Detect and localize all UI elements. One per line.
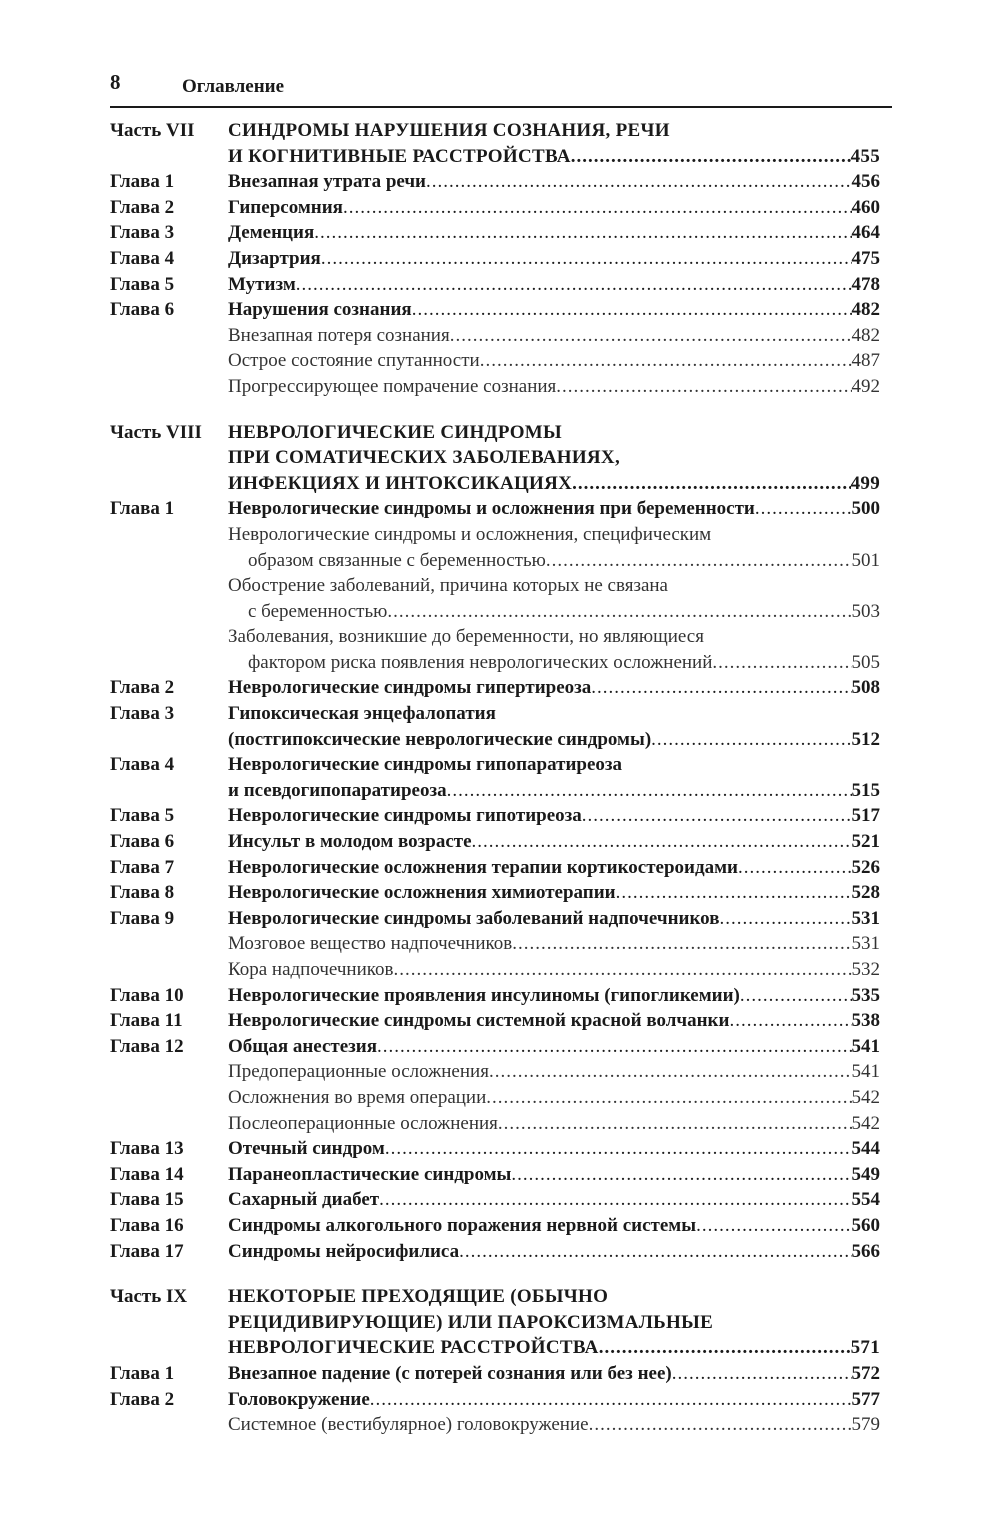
entry-title: Отечный синдром	[228, 1138, 385, 1160]
chapter-label: Глава 5	[110, 805, 175, 827]
chapter-entry[interactable]	[110, 1387, 880, 1413]
entry-text	[228, 1162, 880, 1188]
entry-title: Кора надпочечников	[228, 959, 394, 980]
entry-title: Нарушения сознания	[228, 299, 412, 321]
entry-title: НЕВРОЛОГИЧЕСКИЕ РАССТРОЙСТВА	[228, 1337, 599, 1359]
entry-title: образом связанные с беременностью	[248, 549, 546, 571]
leader-dots	[712, 650, 851, 676]
entry-title: РЕЦИДИВИРУЮЩИЕ) ИЛИ ПАРОКСИЗМАЛЬНЫЕ	[228, 1311, 714, 1333]
entry-title: Осложнения во время операции	[228, 1086, 487, 1108]
leader-dots	[489, 1059, 852, 1085]
entry-title: Неврологические осложнения химиотерапии	[228, 882, 616, 904]
chapter-entry[interactable]	[110, 1008, 880, 1034]
entry-title: Инсульт в молодом возрасте	[228, 831, 472, 853]
page-ref: 579	[851, 1414, 880, 1436]
section-entry[interactable]	[110, 522, 880, 573]
page-ref: 505	[851, 651, 880, 673]
chapter-entry[interactable]	[110, 1361, 880, 1387]
leader-dots	[729, 1008, 851, 1034]
entry-title: Внезапная потеря сознания	[228, 324, 450, 346]
entry-line	[228, 144, 880, 170]
entry-line	[228, 118, 880, 144]
entry-line	[228, 675, 880, 701]
leader-dots	[738, 855, 852, 881]
page-ref: 512	[851, 728, 880, 750]
section-entry[interactable]	[110, 1085, 880, 1111]
entry-title: фактором риска появления неврологических осложнений	[248, 651, 713, 673]
entry-text	[228, 1239, 880, 1265]
entry-line	[228, 650, 880, 676]
page-ref: 566	[851, 1240, 880, 1262]
page-ref: 515	[851, 779, 880, 801]
entry-line	[228, 1335, 880, 1361]
entry-title: (постгипоксические неврологические синдромы)	[228, 728, 652, 750]
entry-text	[228, 880, 880, 906]
entry-line	[228, 195, 880, 221]
entry-line	[228, 323, 880, 349]
entry-title: Общая анестезия	[228, 1035, 378, 1057]
chapter-entry[interactable]	[110, 220, 880, 246]
entry-text	[228, 983, 880, 1009]
entry-line	[228, 496, 880, 522]
entry-title: Системное (вестибулярное) головокружение	[228, 1414, 589, 1436]
page-ref: 482	[851, 299, 880, 321]
entry-line	[228, 420, 880, 446]
entry-line	[228, 727, 880, 753]
page-ref: 541	[851, 1035, 880, 1057]
entry-title: Неврологические проявления инсулиномы (гипогликемии)	[228, 984, 740, 1006]
entry-title: Дизартрия	[228, 247, 321, 269]
page-ref: 508	[851, 677, 880, 699]
entry-text	[228, 420, 880, 497]
entry-text	[228, 957, 880, 983]
entry-title: И КОГНИТИВНЫЕ РАССТРОЙСТВА	[228, 145, 571, 167]
entry-text	[228, 169, 880, 195]
entry-line	[228, 573, 880, 599]
leader-dots	[599, 1335, 851, 1361]
entry-title: Обострение заболеваний, причина которых не связана	[228, 575, 668, 597]
entry-line	[228, 1136, 880, 1162]
entry-line	[228, 803, 880, 829]
entry-text	[228, 1213, 880, 1239]
chapter-label: Глава 4	[110, 247, 175, 269]
leader-dots	[447, 778, 852, 804]
entry-title: Неврологические синдромы и осложнения при беременности	[228, 498, 755, 520]
leader-dots	[719, 906, 851, 932]
entry-text	[228, 1136, 880, 1162]
entry-text	[228, 1187, 880, 1213]
entry-line	[228, 220, 880, 246]
chapter-label: Глава 2	[110, 1388, 175, 1410]
entry-title: Синдромы алкогольного поражения нервной системы	[228, 1214, 697, 1236]
section-entry[interactable]	[110, 1059, 880, 1085]
entry-title: Острое состояние спутанности	[228, 350, 480, 372]
chapter-entry[interactable]	[110, 1136, 880, 1162]
toc-part	[110, 118, 880, 400]
chapter-label: Глава 12	[110, 1035, 184, 1057]
page-ref: 531	[851, 907, 880, 929]
entry-text	[228, 220, 880, 246]
chapter-entry[interactable]	[110, 272, 880, 298]
leader-dots	[571, 144, 851, 170]
page-ref: 572	[851, 1362, 880, 1384]
entry-line	[228, 348, 880, 374]
leader-dots	[472, 829, 852, 855]
entry-line	[228, 1187, 880, 1213]
chapter-entry[interactable]	[110, 1162, 880, 1188]
leader-dots	[486, 1085, 851, 1111]
chapter-label: Глава 1	[110, 171, 175, 193]
entry-text	[228, 701, 880, 752]
page-ref: 532	[851, 959, 880, 980]
entry-text	[228, 195, 880, 221]
chapter-label: Глава 6	[110, 831, 175, 853]
entry-title: Неврологические синдромы гипопаратиреоза	[228, 754, 623, 776]
entry-title: Неврологические синдромы гипертиреоза	[228, 677, 592, 699]
page-ref: 577	[851, 1388, 880, 1410]
chapter-entry[interactable]	[110, 1187, 880, 1213]
leader-dots	[512, 931, 851, 957]
leader-dots	[740, 983, 852, 1009]
chapter-label: Глава 5	[110, 273, 175, 295]
chapter-label: Глава 11	[110, 1010, 183, 1032]
entry-text	[228, 1111, 880, 1137]
leader-dots	[450, 323, 852, 349]
page-ref: 501	[851, 549, 880, 571]
chapter-entry[interactable]	[110, 1239, 880, 1265]
entry-line	[228, 752, 880, 778]
entry-line	[228, 880, 880, 906]
entry-title: Мозговое вещество надпочечников	[228, 933, 513, 955]
entry-text	[228, 906, 880, 932]
entry-title: Синдромы нейросифилиса	[228, 1240, 460, 1262]
entry-title: ПРИ СОМАТИЧЕСКИХ ЗАБОЛЕВАНИЯХ,	[228, 447, 621, 469]
entry-title: Неврологические синдромы системной красной волчанки	[228, 1010, 730, 1032]
chapter-entry[interactable]	[110, 880, 880, 906]
entry-line	[228, 374, 880, 400]
entry-line	[228, 855, 880, 881]
chapter-entry[interactable]	[110, 195, 880, 221]
entry-line	[228, 1111, 880, 1137]
page-ref: 499	[850, 472, 880, 494]
chapter-label: Глава 4	[110, 754, 175, 776]
entry-text	[228, 522, 880, 573]
entry-text	[228, 1361, 880, 1387]
leader-dots	[672, 1361, 852, 1387]
page-ref: 544	[851, 1138, 880, 1160]
entry-title: Деменция	[228, 222, 315, 244]
entry-title: Прогрессирующее помрачение сознания	[228, 375, 557, 397]
entry-line	[228, 1034, 880, 1060]
leader-dots	[511, 1162, 851, 1188]
entry-text	[228, 573, 880, 624]
entry-line	[228, 701, 880, 727]
page-ref: 464	[851, 222, 880, 244]
chapter-entry[interactable]	[110, 803, 880, 829]
leader-dots	[343, 195, 852, 221]
toc-part	[110, 1284, 880, 1438]
entry-line	[228, 1387, 880, 1413]
page-ref: 503	[851, 600, 880, 622]
page-number: 8	[110, 70, 121, 94]
entry-title: с беременностью	[248, 600, 388, 622]
entry-title: Неврологические синдромы заболеваний надпочечников	[228, 907, 720, 929]
page-ref: 521	[851, 831, 880, 853]
entry-text	[228, 374, 880, 400]
leader-dots	[459, 1239, 851, 1265]
leader-dots	[480, 348, 852, 374]
entry-title: Послеоперационные осложнения	[228, 1112, 498, 1134]
entry-title: Неврологические синдромы гипотиреоза	[228, 805, 582, 827]
leader-dots	[370, 1387, 852, 1413]
chapter-label: Глава 2	[110, 677, 175, 699]
section-entry[interactable]	[110, 323, 880, 349]
chapter-label: Глава 3	[110, 222, 175, 244]
leader-dots	[387, 599, 851, 625]
leader-dots	[314, 220, 851, 246]
entry-title: Неврологические синдромы и осложнения, специфическим	[228, 523, 712, 545]
toc-part	[110, 420, 880, 1265]
leader-dots	[591, 675, 851, 701]
entry-title: Гиперсомния	[228, 196, 343, 218]
page-ref: 542	[851, 1112, 880, 1134]
entry-title: ИНФЕКЦИЯХ И ИНТОКСИКАЦИЯХ	[228, 472, 573, 494]
chapter-entry[interactable]	[110, 752, 880, 803]
entry-line	[228, 1059, 880, 1085]
page-ref: 460	[851, 196, 880, 218]
entry-text	[228, 496, 880, 522]
entry-line	[228, 1310, 880, 1336]
entry-text	[228, 1387, 880, 1413]
page-ref: 538	[851, 1010, 880, 1032]
leader-dots	[589, 1412, 852, 1438]
page-ref: 475	[851, 247, 880, 269]
chapter-entry[interactable]	[110, 1034, 880, 1060]
leader-dots	[696, 1213, 851, 1239]
chapter-entry[interactable]	[110, 829, 880, 855]
entry-line	[228, 983, 880, 1009]
entry-title: Заболевания, возникшие до беременности, но являющиеся	[228, 626, 704, 648]
chapter-label: Глава 8	[110, 882, 175, 904]
entry-line	[228, 957, 880, 983]
leader-dots	[377, 1034, 851, 1060]
entry-text	[228, 1059, 880, 1085]
entry-line	[228, 1361, 880, 1387]
leader-dots	[498, 1111, 852, 1137]
entry-text	[228, 675, 880, 701]
page-ref: 554	[851, 1189, 880, 1211]
entry-line	[228, 471, 880, 497]
leader-dots	[755, 496, 852, 522]
entry-line	[228, 1213, 880, 1239]
entry-text	[228, 272, 880, 298]
leader-dots	[426, 169, 851, 195]
leader-dots	[651, 727, 851, 753]
page-ref: 571	[850, 1337, 880, 1359]
chapter-label: Глава 9	[110, 907, 175, 929]
chapter-label: Глава 7	[110, 856, 175, 878]
chapter-label: Глава 1	[110, 498, 175, 520]
entry-line	[228, 1284, 880, 1310]
entry-title: и псевдогипопаратиреоза	[228, 779, 447, 801]
page-ref: 482	[851, 324, 880, 346]
entry-text	[228, 1412, 880, 1438]
page-ref: 528	[851, 882, 880, 904]
chapter-entry[interactable]	[110, 983, 880, 1009]
entry-text	[228, 803, 880, 829]
entry-text	[228, 297, 880, 323]
page-ref: 535	[851, 984, 880, 1006]
entry-line	[228, 1239, 880, 1265]
chapter-label: Глава 13	[110, 1138, 184, 1160]
entry-title: Паранеопластические синдромы	[228, 1163, 512, 1185]
entry-line	[228, 246, 880, 272]
page-ref: 541	[851, 1061, 880, 1083]
section-entry[interactable]	[110, 374, 880, 400]
entry-title: Мутизм	[228, 273, 296, 295]
chapter-entry[interactable]	[110, 906, 880, 932]
leader-dots	[385, 1136, 852, 1162]
entry-title: Внезапное падение (с потерей сознания или без нее)	[228, 1362, 672, 1384]
entry-text	[228, 624, 880, 675]
page-ref: 455	[850, 145, 880, 167]
entry-text	[228, 323, 880, 349]
section-entry[interactable]	[110, 348, 880, 374]
entry-line	[228, 1162, 880, 1188]
entry-line	[228, 445, 880, 471]
entry-title: Гипоксическая энцефалопатия	[228, 703, 496, 725]
section-entry[interactable]	[110, 1111, 880, 1137]
leader-dots	[556, 374, 851, 400]
running-title: Оглавление	[182, 76, 285, 97]
part-heading[interactable]	[110, 420, 880, 497]
entry-title: СИНДРОМЫ НАРУШЕНИЯ СОЗНАНИЯ, РЕЧИ	[228, 120, 670, 141]
page-ref: 456	[851, 171, 880, 193]
section-entry[interactable]	[110, 1412, 880, 1438]
chapter-label: Глава 2	[110, 196, 175, 218]
chapter-label: Глава 3	[110, 703, 175, 725]
chapter-label: Глава 14	[110, 1163, 184, 1185]
page-ref: 560	[851, 1214, 880, 1236]
leader-dots	[321, 246, 852, 272]
chapter-label: Глава 15	[110, 1189, 184, 1211]
entry-text	[228, 1085, 880, 1111]
chapter-entry[interactable]	[110, 855, 880, 881]
chapter-label: Глава 1	[110, 1362, 175, 1384]
page-ref: 526	[851, 856, 880, 878]
page-ref: 492	[851, 375, 880, 397]
leader-dots	[616, 880, 852, 906]
entry-line	[228, 1085, 880, 1111]
leader-dots	[296, 272, 852, 298]
chapter-entry[interactable]	[110, 496, 880, 522]
chapter-label: Глава 17	[110, 1240, 184, 1262]
part-heading[interactable]	[110, 1284, 880, 1361]
part-label: Часть VIII	[110, 421, 202, 443]
entry-line	[228, 829, 880, 855]
page-ref: 549	[851, 1163, 880, 1185]
entry-line	[228, 599, 880, 625]
chapter-entry[interactable]	[110, 701, 880, 752]
chapter-entry[interactable]	[110, 169, 880, 195]
entry-text	[228, 1008, 880, 1034]
entry-text	[228, 1034, 880, 1060]
entry-title: Внезапная утрата речи	[228, 171, 427, 193]
entry-text	[228, 829, 880, 855]
part-heading[interactable]	[110, 118, 880, 169]
entry-text	[228, 931, 880, 957]
section-entry[interactable]	[110, 957, 880, 983]
leader-dots	[379, 1187, 851, 1213]
running-header	[110, 70, 892, 108]
page-ref: 500	[851, 498, 880, 520]
entry-line	[228, 272, 880, 298]
entry-line	[228, 906, 880, 932]
entry-title: НЕВРОЛОГИЧЕСКИЕ СИНДРОМЫ	[228, 421, 562, 443]
page-ref: 487	[851, 350, 880, 372]
chapter-label: Глава 16	[110, 1214, 184, 1236]
entry-line	[228, 624, 880, 650]
entry-title: Головокружение	[228, 1388, 370, 1410]
entry-text	[228, 118, 880, 169]
part-label: Часть IX	[110, 1286, 188, 1308]
entry-text	[228, 1284, 880, 1361]
chapter-entry[interactable]	[110, 246, 880, 272]
entry-text	[228, 348, 880, 374]
entry-title: Неврологические осложнения терапии кортикостероидами	[228, 856, 738, 878]
leader-dots	[394, 957, 852, 983]
entry-line	[228, 778, 880, 804]
section-entry[interactable]	[110, 624, 880, 675]
chapter-entry[interactable]	[110, 297, 880, 323]
page-ref: 542	[851, 1086, 880, 1108]
entry-line	[228, 169, 880, 195]
chapter-entry[interactable]	[110, 1213, 880, 1239]
leader-dots	[582, 803, 852, 829]
page-ref: 517	[851, 805, 880, 827]
entry-title: НЕКОТОРЫЕ ПРЕХОДЯЩИЕ (ОБЫЧНО	[228, 1286, 609, 1308]
entry-line	[228, 548, 880, 574]
page-ref: 478	[851, 273, 880, 295]
entry-line	[228, 297, 880, 323]
page-ref: 531	[851, 933, 880, 955]
entry-line	[228, 522, 880, 548]
chapter-entry[interactable]	[110, 675, 880, 701]
entry-text	[228, 855, 880, 881]
section-entry[interactable]	[110, 573, 880, 624]
leader-dots	[412, 297, 852, 323]
entry-title: Сахарный диабет	[228, 1189, 380, 1211]
chapter-label: Глава 10	[110, 984, 184, 1006]
entry-text	[228, 246, 880, 272]
section-entry[interactable]	[110, 931, 880, 957]
entry-line	[228, 931, 880, 957]
entry-line	[228, 1412, 880, 1438]
chapter-label: Глава 6	[110, 299, 175, 321]
part-label: Часть VII	[110, 120, 195, 141]
entry-line	[228, 1008, 880, 1034]
entry-text	[228, 752, 880, 803]
leader-dots	[546, 548, 852, 574]
leader-dots	[572, 471, 850, 497]
entry-title: Предоперационные осложнения	[228, 1061, 489, 1083]
table-of-contents	[110, 118, 880, 1438]
